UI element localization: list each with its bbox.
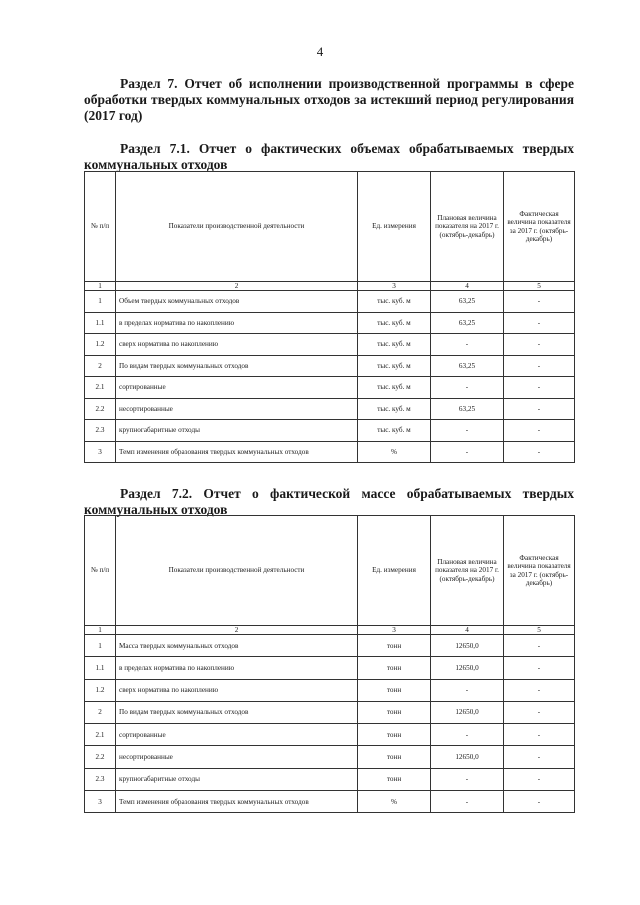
column-number: 2 [116, 282, 358, 291]
header-unit: Ед. измерения [358, 172, 431, 282]
column-number: 1 [85, 282, 116, 291]
table-row [85, 355, 575, 377]
row-indicator: Темп изменения образования твердых коммунальных отходов [116, 791, 358, 813]
row-indicator: несортированные [116, 398, 358, 420]
table-row [85, 420, 575, 442]
row-plan-value: - [431, 377, 504, 399]
row-unit: тонн [358, 657, 431, 679]
column-number-row [85, 282, 575, 291]
row-plan-value: 63,25 [431, 291, 504, 313]
row-unit: тонн [358, 724, 431, 746]
row-fact-value: - [504, 724, 575, 746]
row-indicator: По видам твердых коммунальных отходов [116, 355, 358, 377]
row-number: 2.3 [85, 420, 116, 442]
row-indicator: крупногабаритные отходы [116, 768, 358, 790]
table-row [85, 657, 575, 679]
row-plan-value: 12650,0 [431, 701, 504, 723]
row-fact-value: - [504, 420, 575, 442]
column-number: 5 [504, 282, 575, 291]
row-plan-value: - [431, 791, 504, 813]
header-plan: Плановая величина показателя на 2017 г. (октябрь-декабрь) [431, 516, 504, 626]
column-number: 3 [358, 282, 431, 291]
row-fact-value: - [504, 377, 575, 399]
row-number: 1.1 [85, 657, 116, 679]
row-number: 2.1 [85, 724, 116, 746]
row-number: 2.3 [85, 768, 116, 790]
column-number: 5 [504, 626, 575, 635]
table-row [85, 398, 575, 420]
mass-table-body [85, 635, 575, 813]
row-number: 2.1 [85, 377, 116, 399]
row-number: 2 [85, 701, 116, 723]
row-plan-value: - [431, 768, 504, 790]
row-indicator: сортированные [116, 724, 358, 746]
row-indicator: в пределах норматива по накоплению [116, 657, 358, 679]
row-fact-value: - [504, 398, 575, 420]
header-num: № п/п [85, 516, 116, 626]
header-indicator: Показатели производственной деятельности [116, 516, 358, 626]
row-number: 2.2 [85, 398, 116, 420]
row-indicator: Объем твердых коммунальных отходов [116, 291, 358, 313]
header-fact: Фактическая величина показателя за 2017 г. (октябрь-декабрь) [504, 172, 575, 282]
row-number: 1.2 [85, 679, 116, 701]
row-plan-value: 12650,0 [431, 657, 504, 679]
row-fact-value: - [504, 312, 575, 334]
row-indicator: в пределах норматива по накоплению [116, 312, 358, 334]
table-row [85, 724, 575, 746]
section-7-heading: Раздел 7. Отчет об исполнении производственной программы в сфере обработки твердых коммунальных отходов за истекший период регулирования (2017 год) [84, 76, 574, 123]
page-number: 4 [316, 44, 324, 59]
row-unit: тыс. куб. м [358, 312, 431, 334]
row-fact-value: - [504, 679, 575, 701]
row-number: 1.1 [85, 312, 116, 334]
table-row [85, 746, 575, 768]
table-row [85, 441, 575, 463]
row-unit: тыс. куб. м [358, 377, 431, 399]
column-number: 4 [431, 626, 504, 635]
header-unit: Ед. измерения [358, 516, 431, 626]
column-number: 1 [85, 626, 116, 635]
table-row [85, 334, 575, 356]
row-indicator: сортированные [116, 377, 358, 399]
row-fact-value: - [504, 334, 575, 356]
table-row [85, 377, 575, 399]
table-row [85, 679, 575, 701]
row-unit: % [358, 441, 431, 463]
row-unit: тонн [358, 701, 431, 723]
row-unit: тыс. куб. м [358, 420, 431, 442]
row-number: 1.2 [85, 334, 116, 356]
row-fact-value: - [504, 746, 575, 768]
section-7-2-heading: Раздел 7.2. Отчет о фактической массе обрабатываемых твердых коммунальных отходов [84, 486, 574, 517]
row-number: 2 [85, 355, 116, 377]
row-fact-value: - [504, 441, 575, 463]
row-plan-value: - [431, 334, 504, 356]
table-row [85, 768, 575, 790]
table-header-row [85, 172, 575, 282]
mass-report-table [84, 515, 575, 813]
row-plan-value: 63,25 [431, 312, 504, 334]
row-number: 3 [85, 441, 116, 463]
row-unit: тыс. куб. м [358, 398, 431, 420]
section-7-1-heading: Раздел 7.1. Отчет о фактических объемах обрабатываемых твердых коммунальных отходов [84, 141, 574, 172]
row-unit: тыс. куб. м [358, 291, 431, 313]
row-unit: тонн [358, 768, 431, 790]
row-unit: тыс. куб. м [358, 355, 431, 377]
row-indicator: Темп изменения образования твердых коммунальных отходов [116, 441, 358, 463]
row-fact-value: - [504, 291, 575, 313]
row-plan-value: 63,25 [431, 398, 504, 420]
row-unit: тонн [358, 679, 431, 701]
table-row [85, 791, 575, 813]
table-header-row [85, 516, 575, 626]
row-plan-value: 12650,0 [431, 635, 504, 657]
volume-table-body [85, 291, 575, 463]
row-plan-value: 12650,0 [431, 746, 504, 768]
row-indicator: По видам твердых коммунальных отходов [116, 701, 358, 723]
row-unit: тонн [358, 635, 431, 657]
table-row [85, 312, 575, 334]
table-row [85, 635, 575, 657]
row-fact-value: - [504, 657, 575, 679]
row-indicator: Масса твердых коммунальных отходов [116, 635, 358, 657]
row-fact-value: - [504, 355, 575, 377]
row-plan-value: - [431, 724, 504, 746]
row-fact-value: - [504, 791, 575, 813]
header-num: № п/п [85, 172, 116, 282]
header-indicator: Показатели производственной деятельности [116, 172, 358, 282]
volume-report-table [84, 171, 575, 463]
row-indicator: несортированные [116, 746, 358, 768]
row-indicator: сверх норматива по накоплению [116, 679, 358, 701]
column-number: 3 [358, 626, 431, 635]
row-unit: тонн [358, 746, 431, 768]
row-indicator: крупногабаритные отходы [116, 420, 358, 442]
row-number: 1 [85, 635, 116, 657]
row-fact-value: - [504, 768, 575, 790]
row-plan-value: - [431, 420, 504, 442]
row-plan-value: 63,25 [431, 355, 504, 377]
row-unit: % [358, 791, 431, 813]
table-row [85, 291, 575, 313]
row-fact-value: - [504, 701, 575, 723]
header-fact: Фактическая величина показателя за 2017 г. (октябрь-декабрь) [504, 516, 575, 626]
column-number: 4 [431, 282, 504, 291]
row-fact-value: - [504, 635, 575, 657]
row-plan-value: - [431, 441, 504, 463]
row-plan-value: - [431, 679, 504, 701]
column-number: 2 [116, 626, 358, 635]
column-number-row [85, 626, 575, 635]
row-number: 1 [85, 291, 116, 313]
row-unit: тыс. куб. м [358, 334, 431, 356]
row-indicator: сверх норматива по накоплению [116, 334, 358, 356]
row-number: 2.2 [85, 746, 116, 768]
table-row [85, 701, 575, 723]
header-plan: Плановая величина показателя на 2017 г. (октябрь-декабрь) [431, 172, 504, 282]
row-number: 3 [85, 791, 116, 813]
